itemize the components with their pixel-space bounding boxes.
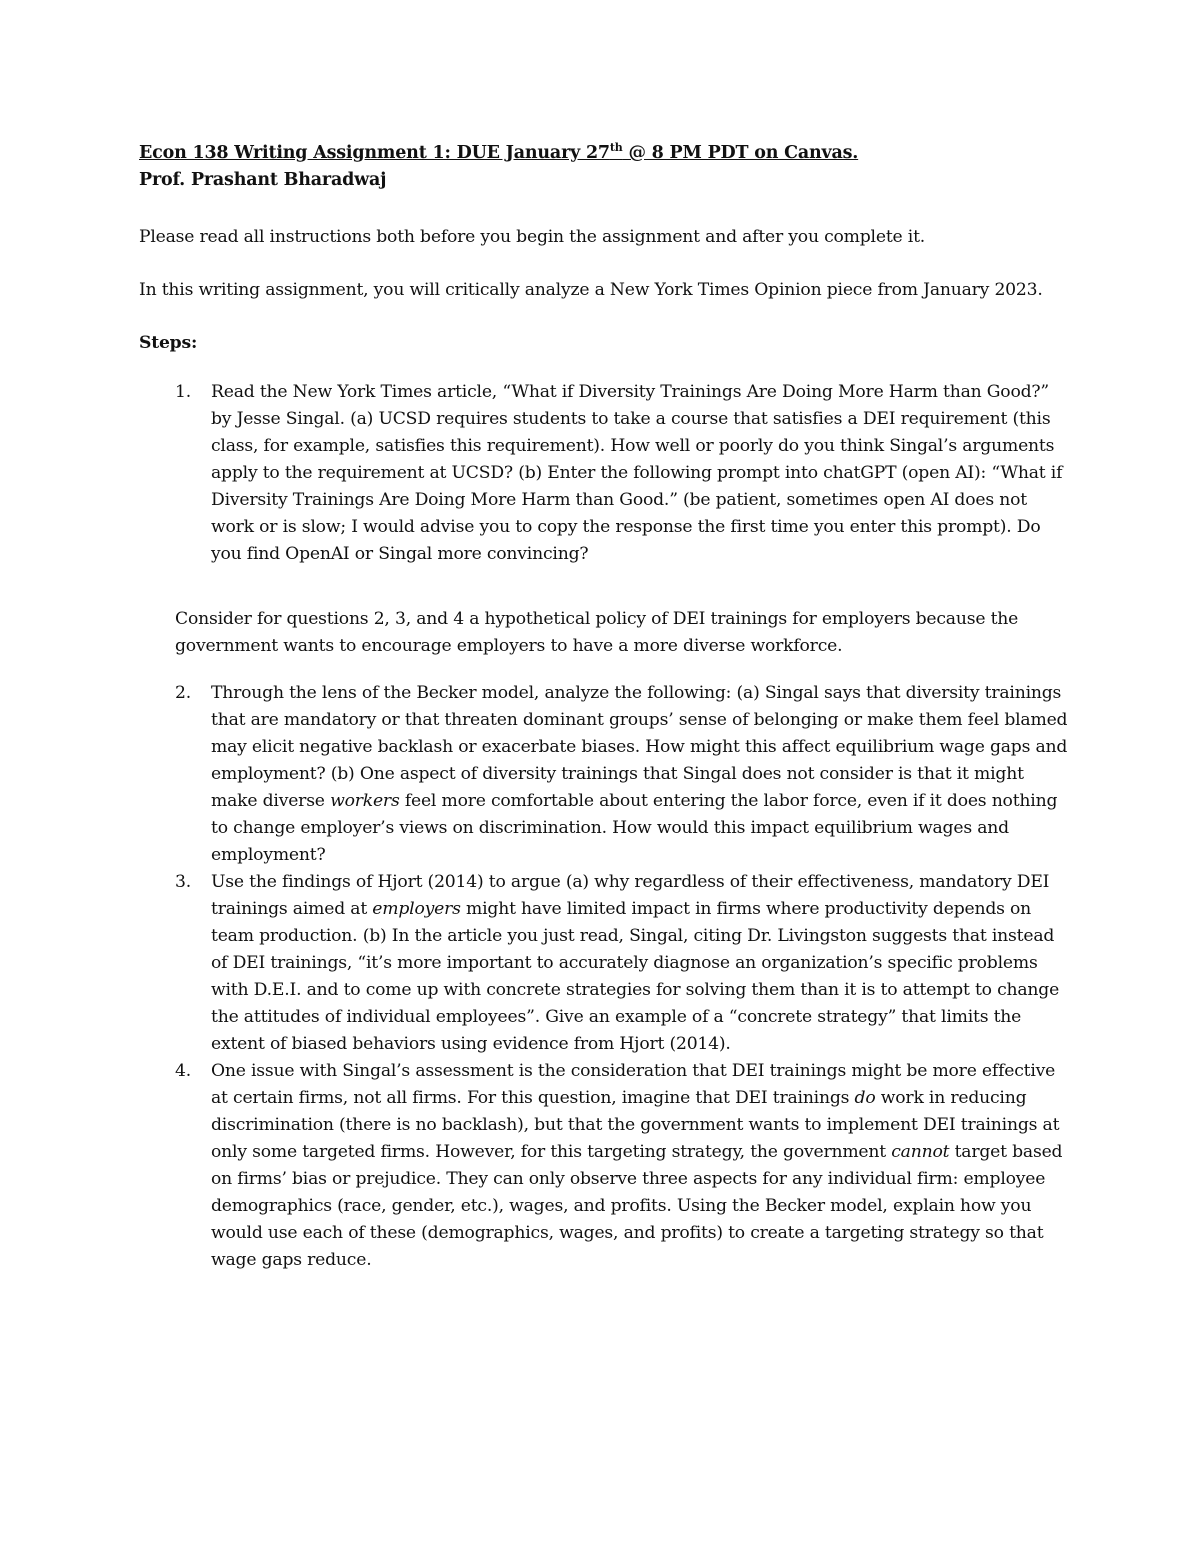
step-number: 4. <box>175 1061 191 1081</box>
step-item-3 <box>139 869 1069 1058</box>
step-item-2 <box>139 680 1069 869</box>
step-number: 2. <box>175 683 191 703</box>
title-suffix: @ 8 PM PDT on Canvas. <box>622 143 859 163</box>
step-text: Use the findings of Hjort (2014) to argue (a) why regardless of their effectiveness, mandatory DEI trainings aimed at <box>211 872 1050 919</box>
step-text: target based on firms’ bias or prejudice. They can only observe three aspects for any individual firm: employee demographics (race, gender, etc.), wages, and profits. Using the Becker model, explain how you would use each of these (demographics, wages, and profits) to create a targeting strategy so that wage gaps reduce. <box>211 1142 1063 1270</box>
intro-paragraph-2: In this writing assignment, you will critically analyze a New York Times Opinion piece from January 2023. <box>139 280 1043 300</box>
professor-name: Prof. Prashant Bharadwaj <box>139 170 387 190</box>
intro-paragraph-1: Please read all instructions both before you begin the assignment and after you complete it. <box>139 227 926 247</box>
steps-heading: Steps: <box>139 333 198 353</box>
step-item-1 <box>139 379 1069 568</box>
step-text: feel more comfortable about entering the labor force, even if it does nothing to change employer’s views on discrimination. How would this impact equilibrium wages and employment? <box>211 791 1058 865</box>
step-number: 3. <box>175 872 191 892</box>
step-emphasis: workers <box>330 791 400 811</box>
step-text: Read the New York Times article, “What if Diversity Trainings Are Doing More Harm than Good?” by Jesse Singal. (a) UCSD requires students to take a course that satisfies a DEI requirement (this class, for example, satisfies this requirement). How well or poorly do you think Singal’s arguments apply to the requirement at UCSD? (b) Enter the following prompt into chatGPT (open AI): “What if Diversity Trainings Are Doing More Harm than Good.” (be patient, sometimes open AI does not work or is slow; I would advise you to copy the response the first time you enter this prompt). Do you find OpenAI or Singal more convincing? <box>211 382 1063 564</box>
step-item-4 <box>139 1058 1069 1274</box>
consider-paragraph: Consider for questions 2, 3, and 4 a hypothetical policy of DEI trainings for employers because the government wants to encourage employers to have a more diverse workforce. <box>175 609 1019 656</box>
step-emphasis: employers <box>372 899 461 919</box>
step-text: Through the lens of the Becker model, analyze the following: (a) Singal says that diversity trainings that are mandatory or that threaten dominant groups’ sense of belonging or make them feel blamed may elicit negative backlash or exacerbate biases. How might this affect equilibrium wage gaps and employment? (b) One aspect of diversity trainings that Singal does not consider is that it might make diverse <box>211 683 1068 811</box>
step-text: might have limited impact in firms where productivity depends on team production. (b) In the article you just read, Singal, citing Dr. Livingston suggests that instead of DEI trainings, “it’s more important to accurately diagnose an organization’s specific problems with D.E.I. and to come up with concrete strategies for solving them than it is to attempt to change the attitudes of individual employees”. Give an example of a “concrete strategy” that limits the extent of biased behaviors using evidence from Hjort (2014). <box>211 899 1060 1054</box>
assignment-title <box>139 140 1069 167</box>
title-prefix: Econ 138 Writing Assignment 1: DUE January 27 <box>139 143 610 163</box>
title-superscript: th <box>609 141 623 154</box>
step-number: 1. <box>175 382 191 402</box>
step-emphasis: cannot <box>891 1142 950 1162</box>
step-text: One issue with Singal’s assessment is the consideration that DEI trainings might be more effective at certain firms, not all firms. For this question, imagine that DEI trainings <box>211 1061 1056 1108</box>
step-text: work in reducing discrimination (there is no backlash), but that the government wants to implement DEI trainings at only some targeted firms. However, for this targeting strategy, the government <box>211 1088 1060 1162</box>
step-emphasis: do <box>854 1088 876 1108</box>
document-body <box>139 140 1069 1274</box>
